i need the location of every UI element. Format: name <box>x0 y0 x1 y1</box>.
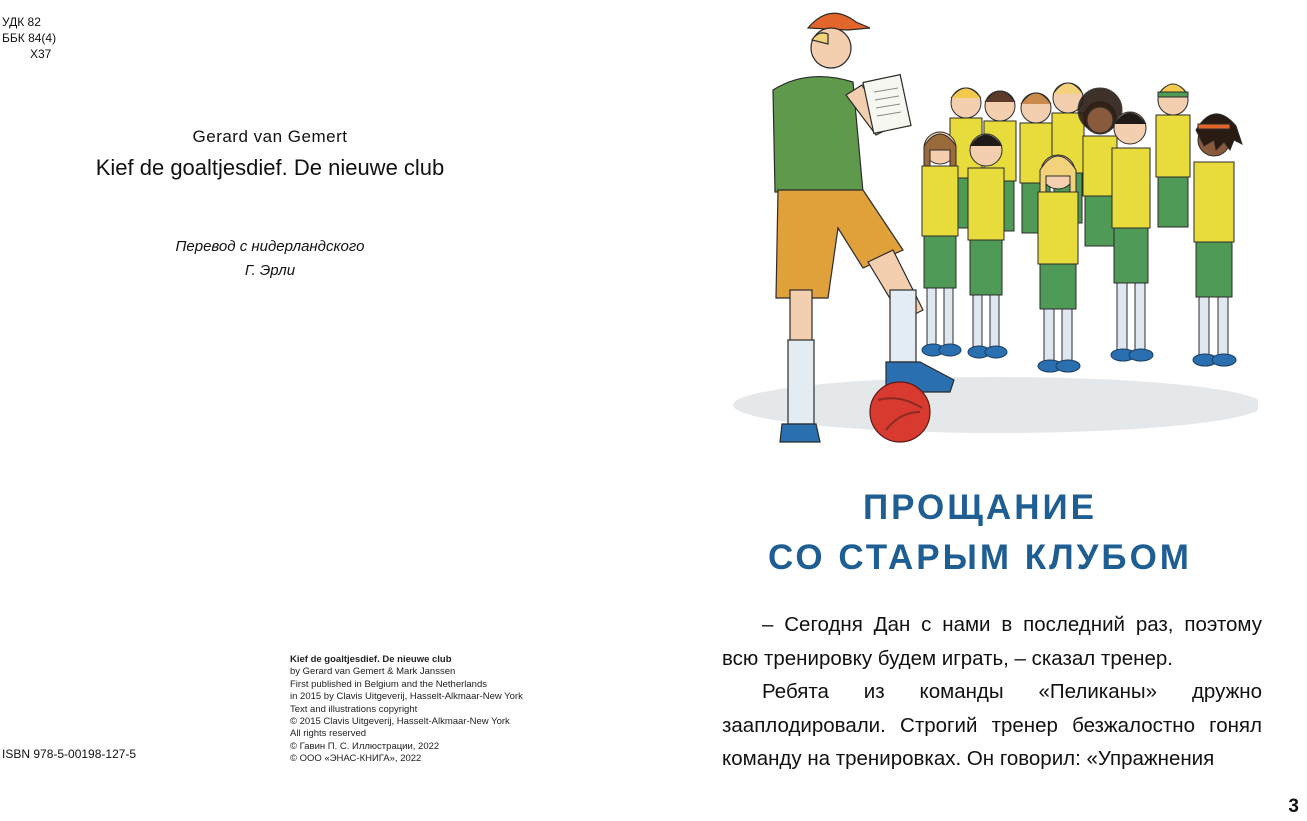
isbn: ISBN 978-5-00198-127-5 <box>2 747 137 761</box>
translation-line: Перевод с нидерландского <box>175 238 365 255</box>
page-number: 3 <box>1288 796 1299 817</box>
paragraph: – Сегодня Дан с нами в последний раз, поэтому всю тренировку будем играть, – сказал тренер. <box>722 613 1262 670</box>
imprint-line: © Гавин П. С. Иллюстрации, 2022 <box>290 740 440 752</box>
imprint-line: © ООО «ЭНАС-КНИГА», 2022 <box>290 753 422 765</box>
udk-code: УДК 82 <box>2 15 41 29</box>
paragraph: Ребята из команды «Пеликаны» дружно зааплодировали. Строгий тренер безжалостно гонял команду на тренировках. Он говорил: «Упражнения <box>722 680 1262 770</box>
imprint-block <box>290 654 523 766</box>
imprint-line: in 2015 by Clavis Uitgeverij, Hasselt-Alkmaar-New York <box>290 691 523 703</box>
bbk-code: ББК 84(4) <box>2 31 57 45</box>
football <box>870 382 930 442</box>
chapter-title <box>700 483 1260 583</box>
translation-credit <box>0 235 540 283</box>
chapter-title-line: СО СТАРЫМ КЛУБОМ <box>768 538 1192 577</box>
kids-shoes <box>922 344 1236 372</box>
catalog-codes <box>2 14 56 62</box>
original-author: Gerard van Gemert <box>192 127 348 146</box>
imprint-line: Text and illustrations copyright <box>290 703 418 715</box>
chapter-title-line: ПРОЩАНИЕ <box>863 488 1097 527</box>
team-illustration <box>728 0 1258 460</box>
imprint-line: © 2015 Clavis Uitgeverij, Hasselt-Alkmaar-New York <box>290 716 510 728</box>
chapter-body <box>722 608 1262 776</box>
imprint-line: by Gerard van Gemert & Mark Janssen <box>290 666 456 678</box>
imprint-line: All rights reserved <box>290 728 367 740</box>
original-title: Kief de goaltjesdief. De nieuwe club <box>95 155 445 180</box>
author-mark: Х37 <box>30 47 52 61</box>
imprint-line: First published in Belgium and the Netherlands <box>290 678 487 690</box>
translator-name: Г. Эрли <box>244 262 296 279</box>
imprint-title: Kief de goaltjesdief. De nieuwe club <box>290 654 452 665</box>
